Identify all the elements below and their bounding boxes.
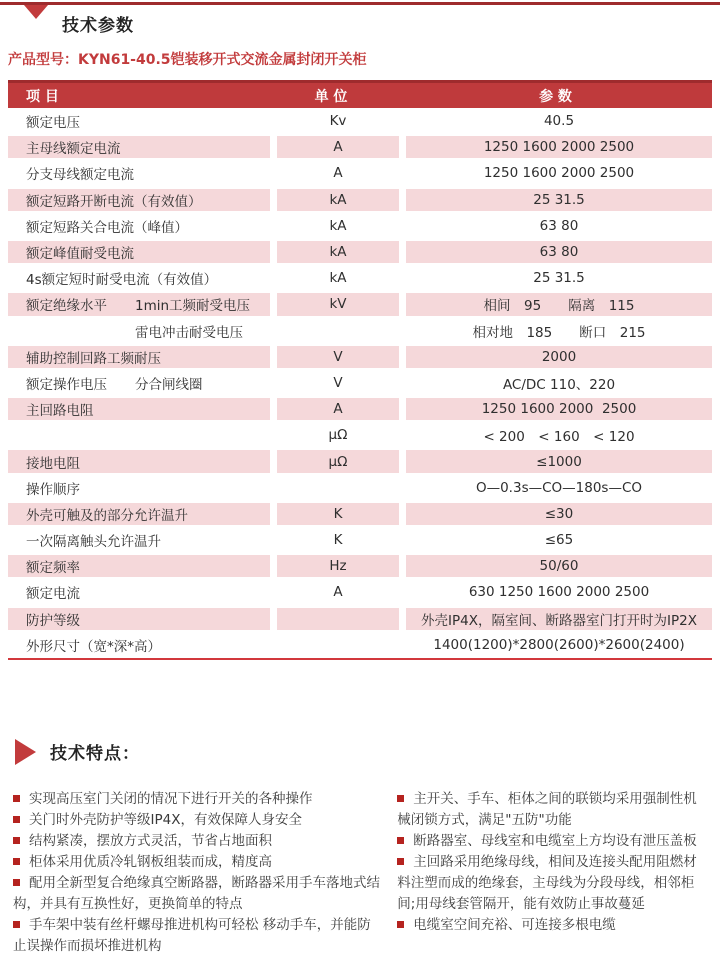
row-unit-cell xyxy=(277,318,399,344)
table-row xyxy=(8,527,712,553)
row-item-label: 额定电流 xyxy=(26,586,80,603)
row-value-cell: 25 31.5 xyxy=(406,187,712,213)
section-title-tech-params: 技术参数 xyxy=(62,16,134,36)
triangle-down-icon xyxy=(24,5,48,19)
row-value-cell: < 200 < 160 < 120 xyxy=(483,429,635,446)
spec-table-header xyxy=(8,80,712,108)
row-value-cell: 1250 1600 2000 2500 xyxy=(406,396,712,422)
row-item-cell xyxy=(8,553,270,579)
table-row xyxy=(8,396,712,422)
table-row xyxy=(8,553,712,579)
row-value-cell: ≤1000 xyxy=(406,448,712,474)
row-value-cell: AC/DC 110、220 xyxy=(502,376,616,393)
row-item-label: 操作顺序 xyxy=(26,481,80,498)
row-unit-cell: A xyxy=(277,396,399,422)
row-item-cell xyxy=(8,108,270,134)
row-item-cell xyxy=(8,370,270,396)
row-item-cell xyxy=(8,213,270,239)
row-item-label: 主回路电阻 xyxy=(26,403,94,420)
row-unit-cell: V xyxy=(333,374,343,391)
row-unit-cell: kV xyxy=(277,291,399,317)
row-item-cell xyxy=(8,344,270,370)
row-unit-cell: A xyxy=(333,165,343,182)
row-item-cell xyxy=(8,265,270,291)
row-item-label: 一次隔离触头允许温升 xyxy=(26,534,161,551)
row-item-cell xyxy=(8,160,270,186)
row-unit-cell: kA xyxy=(277,187,399,213)
row-item-cell xyxy=(8,448,270,474)
bullet-square-icon xyxy=(397,858,404,865)
row-value-cell: 630 1250 1600 2000 2500 xyxy=(468,584,650,601)
triangle-right-icon xyxy=(15,739,36,765)
row-item-cell xyxy=(8,632,270,658)
features-right xyxy=(397,789,710,957)
row-value-cell: ≤30 xyxy=(406,501,712,527)
row-item-cell xyxy=(8,475,270,501)
row-item-label: 额定操作电压 xyxy=(26,376,107,393)
row-item-cell xyxy=(8,527,270,553)
row-value-cell: 40.5 xyxy=(543,113,575,130)
bullet-square-icon xyxy=(13,816,20,823)
table-row xyxy=(8,370,712,396)
row-item-label: 外形尺寸（宽*深*高） xyxy=(26,638,161,655)
feature-item: 手车架中装有丝杆螺母推进机构可轻松 移动手车，并能防止误操作而损坏推进机构 xyxy=(13,917,371,954)
row-item-label: 辅助控制回路工频耐压 xyxy=(26,350,161,367)
table-row xyxy=(8,213,712,239)
table-row xyxy=(8,501,712,527)
row-item-cell xyxy=(8,606,270,632)
row-item-sublabel: 1min工频耐受电压 xyxy=(135,298,251,315)
row-value-cell: 相间 95 隔离 115 xyxy=(406,291,712,317)
spec-table-body xyxy=(8,108,712,660)
table-row xyxy=(8,448,712,474)
feature-item: 主开关、手车、柜体之间的联锁均采用强制性机械闭锁方式，满足"五防"功能 xyxy=(397,791,697,828)
row-item-cell xyxy=(8,239,270,265)
feature-item: 主回路采用绝缘母线，相间及连接头配用阻燃材料注塑而成的绝缘套，主母线为分段母线，相邻柜间;用母线套管隔开，能有效防止事故蔓延 xyxy=(397,854,697,912)
table-row xyxy=(8,187,712,213)
row-unit-cell: V xyxy=(277,344,399,370)
row-unit-cell xyxy=(277,475,399,501)
row-item-label: 接地电阻 xyxy=(26,455,80,472)
row-value-cell: 1400(1200)*2800(2600)*2600(2400) xyxy=(433,636,685,653)
table-row xyxy=(8,475,712,501)
row-item-cell xyxy=(8,579,270,605)
table-row xyxy=(8,318,712,344)
table-row xyxy=(8,265,712,291)
bullet-square-icon xyxy=(397,921,404,928)
product-model-text: 产品型号：KYN61-40.5铠装移开式交流金属封闭开关柜 xyxy=(8,52,367,68)
row-unit-cell xyxy=(277,606,399,632)
feature-item: 实现高压室门关闭的情况下进行开关的各种操作 xyxy=(13,789,382,810)
row-item-label: 额定短路开断电流（有效值） xyxy=(26,193,202,210)
table-row xyxy=(8,134,712,160)
bullet-square-icon xyxy=(13,879,20,886)
row-item-label: 额定频率 xyxy=(26,560,80,577)
top-rule-line xyxy=(0,2,720,5)
row-item-cell xyxy=(8,187,270,213)
feature-item: 断路器室、母线室和电缆室上方均设有泄压盖板 xyxy=(397,831,710,852)
table-row xyxy=(8,160,712,186)
row-item-sublabel: 雷电冲击耐受电压 xyxy=(135,324,243,341)
bullet-square-icon xyxy=(397,837,404,844)
bullet-square-icon xyxy=(13,858,20,865)
row-value-cell: 63 80 xyxy=(406,239,712,265)
row-value-cell: O—0.3s—CO—180s—CO xyxy=(475,479,643,496)
row-unit-cell: μΩ xyxy=(277,448,399,474)
spec-table xyxy=(8,80,712,660)
header-cell-unit: 单 位 xyxy=(314,88,348,105)
bullet-square-icon xyxy=(13,795,20,802)
row-item-cell xyxy=(8,422,270,448)
row-unit-cell: Hz xyxy=(277,553,399,579)
table-row xyxy=(8,632,712,658)
feature-item: 柜体采用优质冷轧钢板组装而成，精度高 xyxy=(13,852,382,873)
row-unit-cell: kA xyxy=(277,239,399,265)
feature-item: 结构紧凑，摆放方式灵活，节省占地面积 xyxy=(13,831,382,852)
row-value-cell: 外壳IP4X，隔室间、断路器室门打开时为IP2X xyxy=(406,606,712,632)
row-value-cell: 25 31.5 xyxy=(533,270,585,287)
table-row xyxy=(8,239,712,265)
row-item-sublabel: 分合闸线圈 xyxy=(135,376,203,393)
row-item-cell xyxy=(8,501,270,527)
row-value-cell: 1250 1600 2000 2500 xyxy=(483,165,635,182)
row-unit-cell: kA xyxy=(329,217,347,234)
row-unit-cell xyxy=(277,632,399,658)
row-item-label: 额定峰值耐受电流 xyxy=(26,246,134,263)
table-row xyxy=(8,344,712,370)
row-unit-cell: A xyxy=(333,584,343,601)
feature-item: 配用全新型复合绝缘真空断路器，断路器采用手车落地式结构，并具有互换性好，更换简单的特点 xyxy=(13,875,380,912)
row-item-label: 额定绝缘水平 xyxy=(26,298,107,315)
row-item-cell xyxy=(8,291,270,317)
row-unit-cell: A xyxy=(277,134,399,160)
features-left xyxy=(13,789,382,957)
table-row xyxy=(8,422,712,448)
row-unit-cell: Kv xyxy=(329,113,347,130)
row-unit-cell: K xyxy=(333,532,343,549)
table-row xyxy=(8,606,712,632)
feature-columns xyxy=(13,789,710,957)
row-item-label: 主母线额定电流 xyxy=(26,141,121,158)
row-value-cell: 1250 1600 2000 2500 xyxy=(406,134,712,160)
row-item-cell xyxy=(8,396,270,422)
row-unit-cell: kA xyxy=(329,270,347,287)
table-row xyxy=(8,579,712,605)
bullet-square-icon xyxy=(397,795,404,802)
table-row xyxy=(8,291,712,317)
bullet-square-icon xyxy=(13,921,20,928)
row-value-cell: ≤65 xyxy=(544,532,574,549)
row-value-cell: 50/60 xyxy=(406,553,712,579)
row-item-label: 4s额定短时耐受电流（有效值） xyxy=(26,272,218,289)
row-item-label: 外壳可触及的部分允许温升 xyxy=(26,507,188,524)
row-item-cell xyxy=(8,318,270,344)
row-item-label: 分支母线额定电流 xyxy=(26,167,134,184)
section-title-tech-features: 技术特点： xyxy=(50,744,140,764)
row-item-label: 防护等级 xyxy=(26,612,80,629)
row-unit-cell: K xyxy=(277,501,399,527)
row-value-cell: 相对地 185 断口 215 xyxy=(472,324,646,341)
row-item-label: 额定电压 xyxy=(26,115,80,132)
bullet-square-icon xyxy=(13,837,20,844)
row-item-label: 额定短路关合电流（峰值） xyxy=(26,219,188,236)
table-row xyxy=(8,108,712,134)
feature-item: 电缆室空间充裕、可连接多根电缆 xyxy=(397,915,710,936)
row-value-cell: 63 80 xyxy=(539,217,579,234)
row-value-cell: 2000 xyxy=(406,344,712,370)
header-cell-param: 参 数 xyxy=(539,88,572,105)
row-item-cell xyxy=(8,134,270,160)
feature-item: 关门时外壳防护等级IP4X，有效保障人身安全 xyxy=(13,810,382,831)
header-cell-item: 项 目 xyxy=(26,88,59,105)
row-unit-cell: μΩ xyxy=(328,427,348,444)
